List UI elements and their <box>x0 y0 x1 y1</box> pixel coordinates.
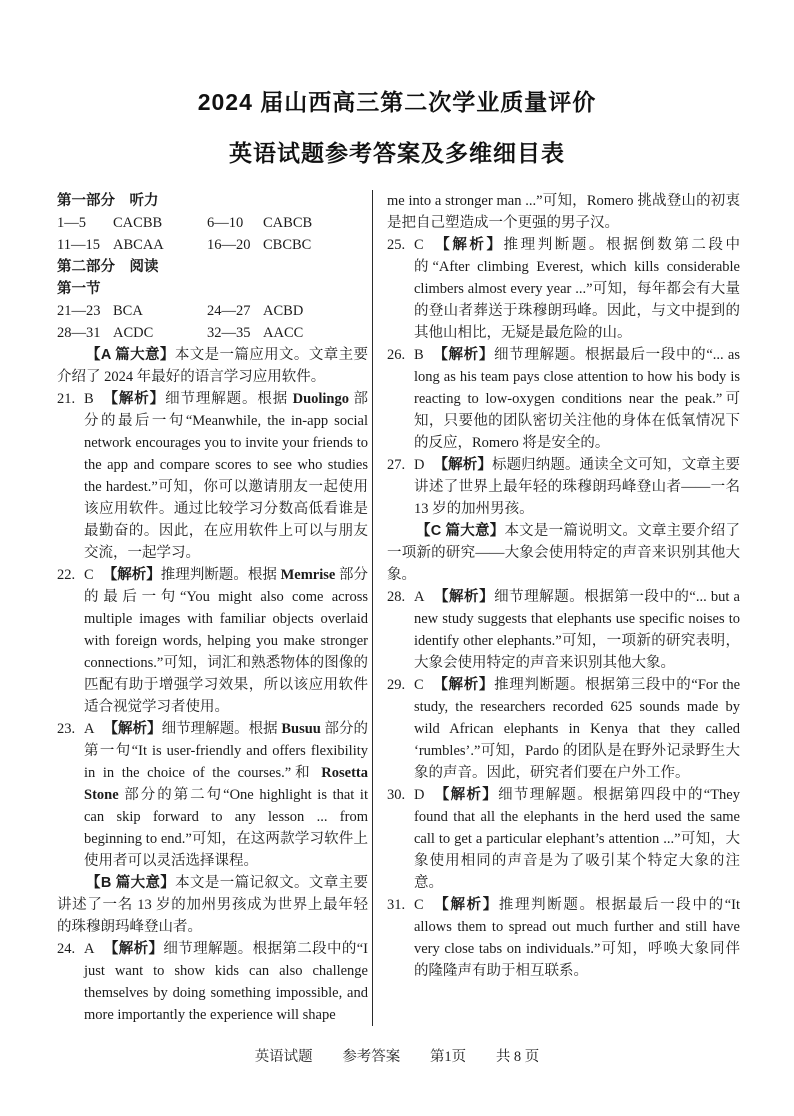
answer-letters: CBCBC <box>263 237 312 253</box>
bold-text-run: 【解析】 <box>103 941 164 957</box>
answer-key-row <box>57 234 368 256</box>
answer-key-row <box>57 322 368 344</box>
answer-key-row <box>57 212 368 234</box>
bold-text-run: 【解析】 <box>102 567 161 583</box>
item-number: 30. <box>387 787 406 803</box>
item-answer: C <box>414 677 424 693</box>
question-range: 1—5 <box>57 215 86 231</box>
text-run: 细节理解题。根据第四段中的“They found that all the elephants in the herd used the same call to get a particular elephant’s attention ...”可知，大象使用相同的声音是为了吸引某个特定大象的注意。 <box>414 787 740 891</box>
text-run: 部分的最后一句“You might also come across multiple images with familiar objects overlaid with foreign words, helping you make stronger connections.”可知，词汇和熟悉物体的图像的匹配有助于增强学习效果，所以该应用软件适合视觉学习者使用。 <box>84 567 369 715</box>
item-continuation <box>387 190 740 234</box>
answer-letters: CABCB <box>263 215 313 231</box>
answer-pair <box>207 300 303 322</box>
bold-text-run: 【A 篇大意】 <box>86 347 175 363</box>
answer-letters: ABCAA <box>113 237 164 253</box>
bold-text-run: 【C 篇大意】 <box>416 523 505 539</box>
item-answer: C <box>414 237 424 253</box>
footer-label: 参考答案 <box>342 1049 401 1065</box>
text-run: 本文是一篇记叙文。文章主要讲述了一名 13 岁的加州男孩成为世界上最年轻的珠穆朗玛峰登山者。 <box>57 875 369 935</box>
item-number: 29. <box>387 677 406 693</box>
bold-text-run: Memrise <box>280 567 336 583</box>
explanation-item <box>387 674 740 784</box>
bold-text-run: 【解析】 <box>102 391 166 407</box>
item-number: 25. <box>387 237 406 253</box>
answer-pair <box>207 212 312 234</box>
item-answer: D <box>414 457 425 473</box>
answer-pair <box>57 212 207 234</box>
text-run: 推理判断题。根据倒数第二段中的“After climbing Everest, which kills considerable climbers almost every year ...”可知，每年都会有大量的登山者葬送于珠穆朗玛峰。因此，与文中提到的其他山相比，无疑是最危险的山。 <box>414 237 741 341</box>
footer-doc-title: 英语试题 <box>254 1049 313 1065</box>
text-run: 细节理解题。根据第一段中的“... but a new study suggests that elephants use specific noises to identify other elephants.”可知，一项新的研究表明，大象会使用特定的声音来识别其他大象。 <box>414 589 740 671</box>
question-range: 24—27 <box>207 303 251 319</box>
page-subtitle: 英语试题参考答案及多维细目表 <box>229 140 565 166</box>
passage-summary <box>57 872 368 938</box>
explanation-item <box>387 586 740 674</box>
answer-letters: ACDC <box>113 325 154 341</box>
footer-page-total: 共 8 页 <box>495 1049 540 1065</box>
question-range: 11—15 <box>57 237 100 253</box>
text-run: 本文是一篇应用文。文章主要介绍了 2024 年最好的语言学习应用软件。 <box>57 347 368 385</box>
bold-text-run: 【解析】 <box>103 721 162 737</box>
text-run: 推理判断题。根据最后一段中的“It allows them to spread out much further and still have very close tabs on individuals.”可知，呼唤大象同伴的隆隆声有助于相互联系。 <box>414 897 741 979</box>
text-run: 本文是一篇说明文。文章主要介绍了一项新的研究——大象会使用特定的声音来识别其他大象。 <box>387 523 741 583</box>
item-answer: A <box>414 589 425 605</box>
answer-pair <box>57 300 207 322</box>
answer-key-row <box>57 300 368 322</box>
bold-text-run: 【B 篇大意】 <box>86 875 176 891</box>
content-columns <box>57 190 740 1026</box>
passage-summary <box>57 344 368 388</box>
section-header: 第一节 <box>57 281 101 297</box>
item-answer: C <box>414 897 424 913</box>
question-range: 28—31 <box>57 325 101 341</box>
right-column <box>373 190 740 1026</box>
item-answer: A <box>84 721 95 737</box>
item-number: 24. <box>57 941 76 957</box>
text-run: 推理判断题。根据 <box>160 567 281 583</box>
item-answer: D <box>414 787 425 803</box>
bold-text-run: 【解析】 <box>432 897 499 913</box>
explanation-item <box>57 718 368 872</box>
bold-text-run: 【解析】 <box>432 677 495 693</box>
item-number: 31. <box>387 897 406 913</box>
passage-summary <box>387 520 740 586</box>
item-number: 22. <box>57 567 76 583</box>
item-number: 28. <box>387 589 406 605</box>
text-run: 细节理解题。根据 <box>165 391 293 407</box>
explanation-item <box>387 894 740 982</box>
explanation-item <box>57 938 368 1026</box>
item-answer: C <box>84 567 94 583</box>
explanation-item <box>387 784 740 894</box>
text-run: 细节理解题。根据最后一段中的“... as long as his team pays close attention to how his body is reacting to low-oxygen conditions near the peak.”可知，只要他的团队密切关注他的身体在低氧情况下的反应，Romero 将是安全的。 <box>414 347 740 451</box>
item-answer: B <box>84 391 94 407</box>
answer-letters: ACBD <box>263 303 304 319</box>
question-range: 21—23 <box>57 303 101 319</box>
answer-pair <box>57 322 207 344</box>
text-run: 部分的最后一句“Meanwhile, the in-app social network encourages you to invite your friends to the app and compare scores to see who studies the hardest.”可知，你可以邀请朋友一起使用该应用软件。通过比较学习分数高低看谁是最勤奋的。因此，在应用软件上可以与朋友交流，一起学习。 <box>84 391 369 561</box>
bold-text-run: Rosetta Stone <box>84 765 368 803</box>
bold-text-run: 【解析】 <box>433 787 499 803</box>
item-answer: B <box>414 347 424 363</box>
answer-pair <box>207 322 303 344</box>
question-range: 32—35 <box>207 325 251 341</box>
question-range: 16—20 <box>207 237 251 253</box>
item-number: 27. <box>387 457 406 473</box>
page-title: 2024 届山西高三第二次学业质量评价 <box>197 89 597 115</box>
text-run: 标题归纳题。通读全文可知，文章主要讲述了世界上最年轻的珠穆朗玛峰登山者——一名 13 岁的加州男孩。 <box>414 457 741 517</box>
answer-pair <box>207 234 311 256</box>
answer-letters: CACBB <box>113 215 163 231</box>
text-run: 推理判断题。根据第三段中的“For the study, the researchers recorded 625 sounds made by wild African elephants in Kenya that they called ‘rumbles’.”可知，Pardo 的团队是在野外记录野生大象的声音。因此，研究者们要在户外工作。 <box>414 677 741 781</box>
section-header: 第二部分 阅读 <box>57 259 159 275</box>
explanation-item <box>57 564 368 718</box>
text-run: 细节理解题。根据第二段中的“I just want to show kids can also challenge themselves by doing something impossible, and more importantly the experience will shape <box>84 941 368 1023</box>
item-number: 21. <box>57 391 76 407</box>
text-run: 部分的第二句“One highlight is that it can skip forward to any lesson ... from beginning to end.”可知，在这两款学习软件上使用者可以灵活选择课程。 <box>84 787 368 869</box>
left-column <box>57 190 368 1026</box>
bold-text-run: 【解析】 <box>433 589 495 605</box>
bold-text-run: 【解析】 <box>433 457 492 473</box>
text-run: me into a stronger man ...”可知，Romero 挑战登山的初衷是把自己塑造成一个更强的男子汉。 <box>387 193 740 231</box>
footer-page-number: 第1页 <box>429 1049 467 1065</box>
explanation-item <box>57 388 368 564</box>
item-answer: A <box>84 941 95 957</box>
text-run: 部分的第一句“It is user-friendly and offers flexibility in in the choice of the courses.”和 <box>84 721 369 781</box>
answer-pair <box>57 234 207 256</box>
bold-text-run: Duolingo <box>292 391 350 407</box>
item-number: 26. <box>387 347 406 363</box>
answer-letters: AACC <box>263 325 304 341</box>
question-range: 6—10 <box>207 215 244 231</box>
bold-text-run: Busuu <box>281 721 321 737</box>
section-header: 第一部分 听力 <box>57 193 159 209</box>
bold-text-run: 【解析】 <box>432 347 494 363</box>
page-footer <box>0 1045 794 1066</box>
explanation-item <box>387 454 740 520</box>
bold-text-run: 【解析】 <box>432 237 504 253</box>
text-run: 细节理解题。根据 <box>161 721 282 737</box>
item-number: 23. <box>57 721 76 737</box>
explanation-item <box>387 234 740 344</box>
explanation-item <box>387 344 740 454</box>
answer-letters: BCA <box>113 303 143 319</box>
